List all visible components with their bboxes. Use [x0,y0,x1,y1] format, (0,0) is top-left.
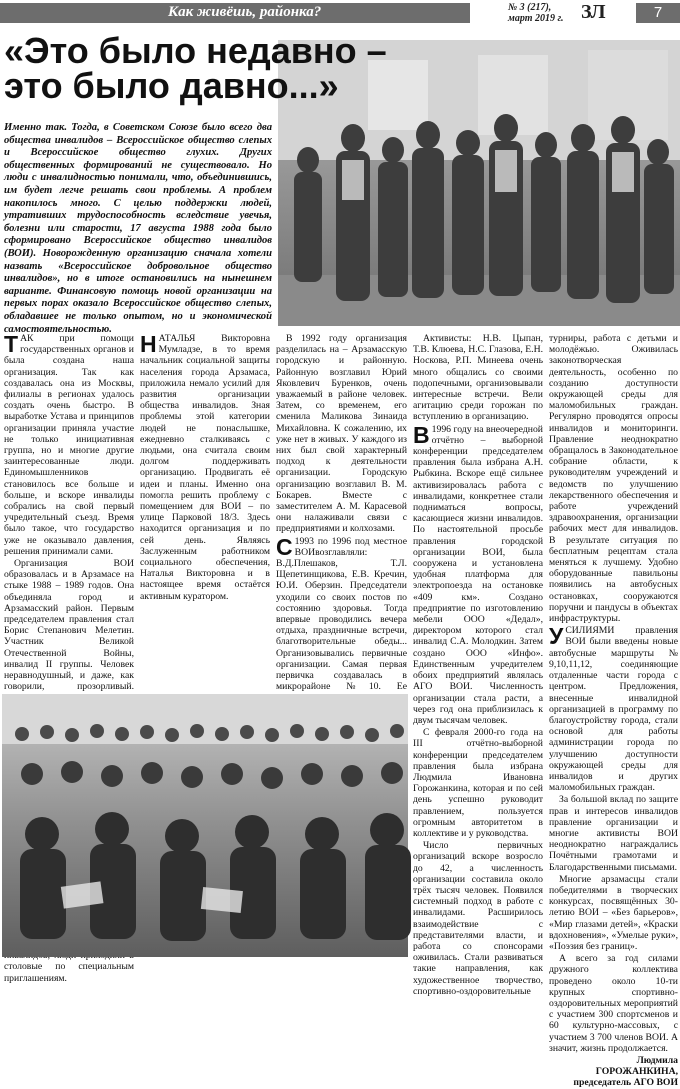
paragraph: УСИЛИЯМИ правления ВОИ были введены новые автобусные маршруты № 9,10,11,12, соединяющие отдаленные части города с центром. Предложения, внесенные инвалидной организацией в программу по благоустройству города, стали основой для работы администрации города по улучшению доступности окружающей среды для инвалидов и других маломобильных граждан. [549,623,678,794]
article-lead: Именно так. Тогда, в Советском Союзе было всего два общества инвалидов – Всероссийское общество слепых и Всероссийское общество глухих. Других общественных формирований не существовало. Но люди с инвалидностью понимали, что, объединившись, им будет легче решать свои проблемы. А проблем накопилось много. С целью поддержки людей, утративших трудоспособность вследствие увечья, болезни или старости, 17 августа 1988 года было сформировано Всероссийское общество инвалидов (ВОИ). Новорожденную организацию сначала хотели назвать «Всероссийское добровольное общество инвалидов», но в итоге остановились на нынешнем варианте. Финансовую помощь новой организации на первых порах оказало Всероссийское общество слепых, обладавшее не только опытом, но и экономической самостоятельностью. [4,122,272,335]
author-last-name: ГОРОЖАНКИНА, [595,1066,678,1078]
paragraph: Активисты: Н.В. Цыпан, Т.В. Клюева, Н.С. Глазова, Е.Н. Носкова, Р.П. Минеева очень много общались со своими подопечными, организовывали интересные встречи. Вели агитацию среди горожан по вступлению в организацию. [413,333,543,423]
paragraph: В 1996 году на внеочередной отчётно – выборной конференции председателем правления была избрана А.Н. Рыбкина. Вскоре ещё сильнее активизировалась работа с инвалидами, конкретнее стали подниматься вопросы, касающиеся жизни инвалидов. По настоятельной просьбе правления городской организации ВОИ, была сооружена и установлена удобная платформа для электропоезда на остановке «409 км». Создано предприятие по изготовлению мебели ООО «Дедал», директором которого стал инвалид С.А. Молодкин. Затем создано ООО «Инфо». Единственным учредителем обоих предприятий являлась АГО ВОИ. Численность организации стала расти, а через год она приблизилась к двум тысячам человек. [413,421,543,726]
paragraph: Число первичных организаций вскоре возросло до 42, а численность организации составила около трёх тысяч человек. Появился системный подход в работе с инвалидами. Расширилось взаимодействие с представителями власти, и работа со спонсорами оживилась. Стали развиваться такие направления, как художественное творчество, спортивно-оздоровительные [413,840,543,997]
paragraph: турниры, работа с детьми и молодёжью. Оживилась законотворческая деятельность, особенно по созданию доступности окружающей среды для маломобильных граждан. Регулярно проводятся опросы инвалидов и мониторинги. Правление неоднократно обращалось в Законодательное собрание области, к руководителям учреждений и ведомств по улучшению лекарственного обеспечения и работе учреждений здравоохранения, организации рабочих мест для инвалидов. В результате ситуация по бесплатным рецептам стала меняться к лучшему. Удобно оборудованные павильоны появились на автобусных остановках, сооружаются поручни и пандусы в объектах инфраструктуры. [549,333,678,625]
paragraph: ТАК при помощи государственных органов и была создана наша организация. Так как создавалась она из Москвы, филиалы в регионах удалось создать очень быстро. В выработке Устава и принципов организации приняла участие не только инициативная группа, но и многие другие заинтересованные люди. Единомышленников становилось все больше и больше, и вскоре инвалиды собрались на свой первый учредительный съезд. Время было такое, что государство уже не оказывало давления, решения принимали сами. [4,331,134,557]
audience-photo [2,694,408,957]
drop-cap: У [549,623,564,650]
paragraph: Многие арзамасцы стали победителями в творческих конкурсах, посвящённых 30-летию ВОИ – «Без барьеров», «Мир глазами детей», «Краски вдохновения», «Умелые руки», «Поэзия без границ». [549,873,678,952]
page-header [0,0,680,26]
paragraph: Организация ВОИ образовалась и в Арзамасе на стыке 1988 – 1989 годов. Она объединяла город и Арзамасский район. Первым председателем правления стал Борис Степанович Мелетин. Участник Великой Отечественной Войны, инвалид II группы. Человек неравнодушный, и даже, как говорили, прозорливый. столовые по специальным приглашениям. [4,558,134,984]
drop-cap: Н [140,331,157,357]
paragraph: А всего за год силами дружного коллектива проведено около 10-ти крупных спортивно-оздоровительных мероприятий с участием 300 спортсменов и 60 культурно-массовых, с участием 3 700 членов ВОИ. А значит, жизнь продолжается. [549,953,678,1054]
issue-date: март 2019 г. [508,13,564,24]
page-number: 7 [636,3,680,23]
column-4 [413,333,543,997]
column-3 [276,333,407,693]
paragraph: С февраля 2000-го года на III отчётно-выборной конференции председателем правления была избрана Людмила Ивановна Горожанкина, которая и по сей день успешно руководит правлением, пользуется огромным авторитетом в коллективе и у руководства. [413,727,543,839]
paragraph: В 1992 году организация разделилась на – Арзамасскую городскую и районную. Районную возглавил Юрий Яковлевич Буренков, очень уважаемый в районе человек. Затем, со временем, его сменила Маликова Зинаида Михайловна. К сожалению, их уже нет в живых. У каждого из них был свой характерный подход к деятельности организации. Городскую организацию возглавил В. М. Бокарев. Вместе с заместителем А. М. Карасевой они налаживали связи с предприятиями и колхозами. [276,333,407,535]
paragraph: НАТАЛЬЯ Викторовна Мумладзе, в то время начальник социальной защиты населения города Арзамаса, приложила немало усилий для развития организации общества инвалидов. Зная проблемы этой категории людей не понаслышке, ежедневно сталкиваясь с людьми, она считала своим долгом поддерживать организацию. Продвигать её идеи и планы. Именно она помогла решить проблему с помещением для ВОИ – по улице Парковой 18/3. Здесь находится организация и по сей день. Являясь Заслуженным работником социального обеспечения, Наталья Викторовна и в настоящее время остаётся активным куратором. [140,331,270,602]
section-title: Как живёшь, районка? [168,4,322,20]
author-first-name: Людмила [636,1055,678,1066]
author-position: председатель АГО ВОИ [573,1077,678,1089]
column-2 [140,333,270,689]
issue-number: № 3 (217), [508,2,552,13]
drop-cap: Т [4,331,19,357]
article-headline: «Это было недавно – это было давно...» [4,30,387,106]
drop-cap: С [276,533,293,560]
issue-info [508,2,564,24]
paragraph: С 1993 по 1996 под местное ВОИвозглавляли: В.Д.Плешаков, Т.Л. Щепетинщикова, Е.В. Кречин, Ю.И. Оберзин. Председатели уходили со своих постов по состоянию здоровья. Тогда впервые проводились вечера отдыха, праздничные встречи, благотворительные обеды... Организовывались первичные организации. Самая первая первичка создавалась в микрорайоне №10. Ее [276,533,407,693]
author-signature [549,1055,678,1089]
drop-cap: В [413,421,430,448]
audience-photo-illustration [2,694,408,957]
newspaper-logo: ЗЛ [581,1,606,23]
column-5 [549,333,678,1089]
column-1 [4,331,134,984]
paragraph: За большой вклад по защите прав и интересов инвалидов правление организации и многие активисты ВОИ неоднократно награждались Почётными грамотами и Благодарственными письмами. [549,794,678,873]
